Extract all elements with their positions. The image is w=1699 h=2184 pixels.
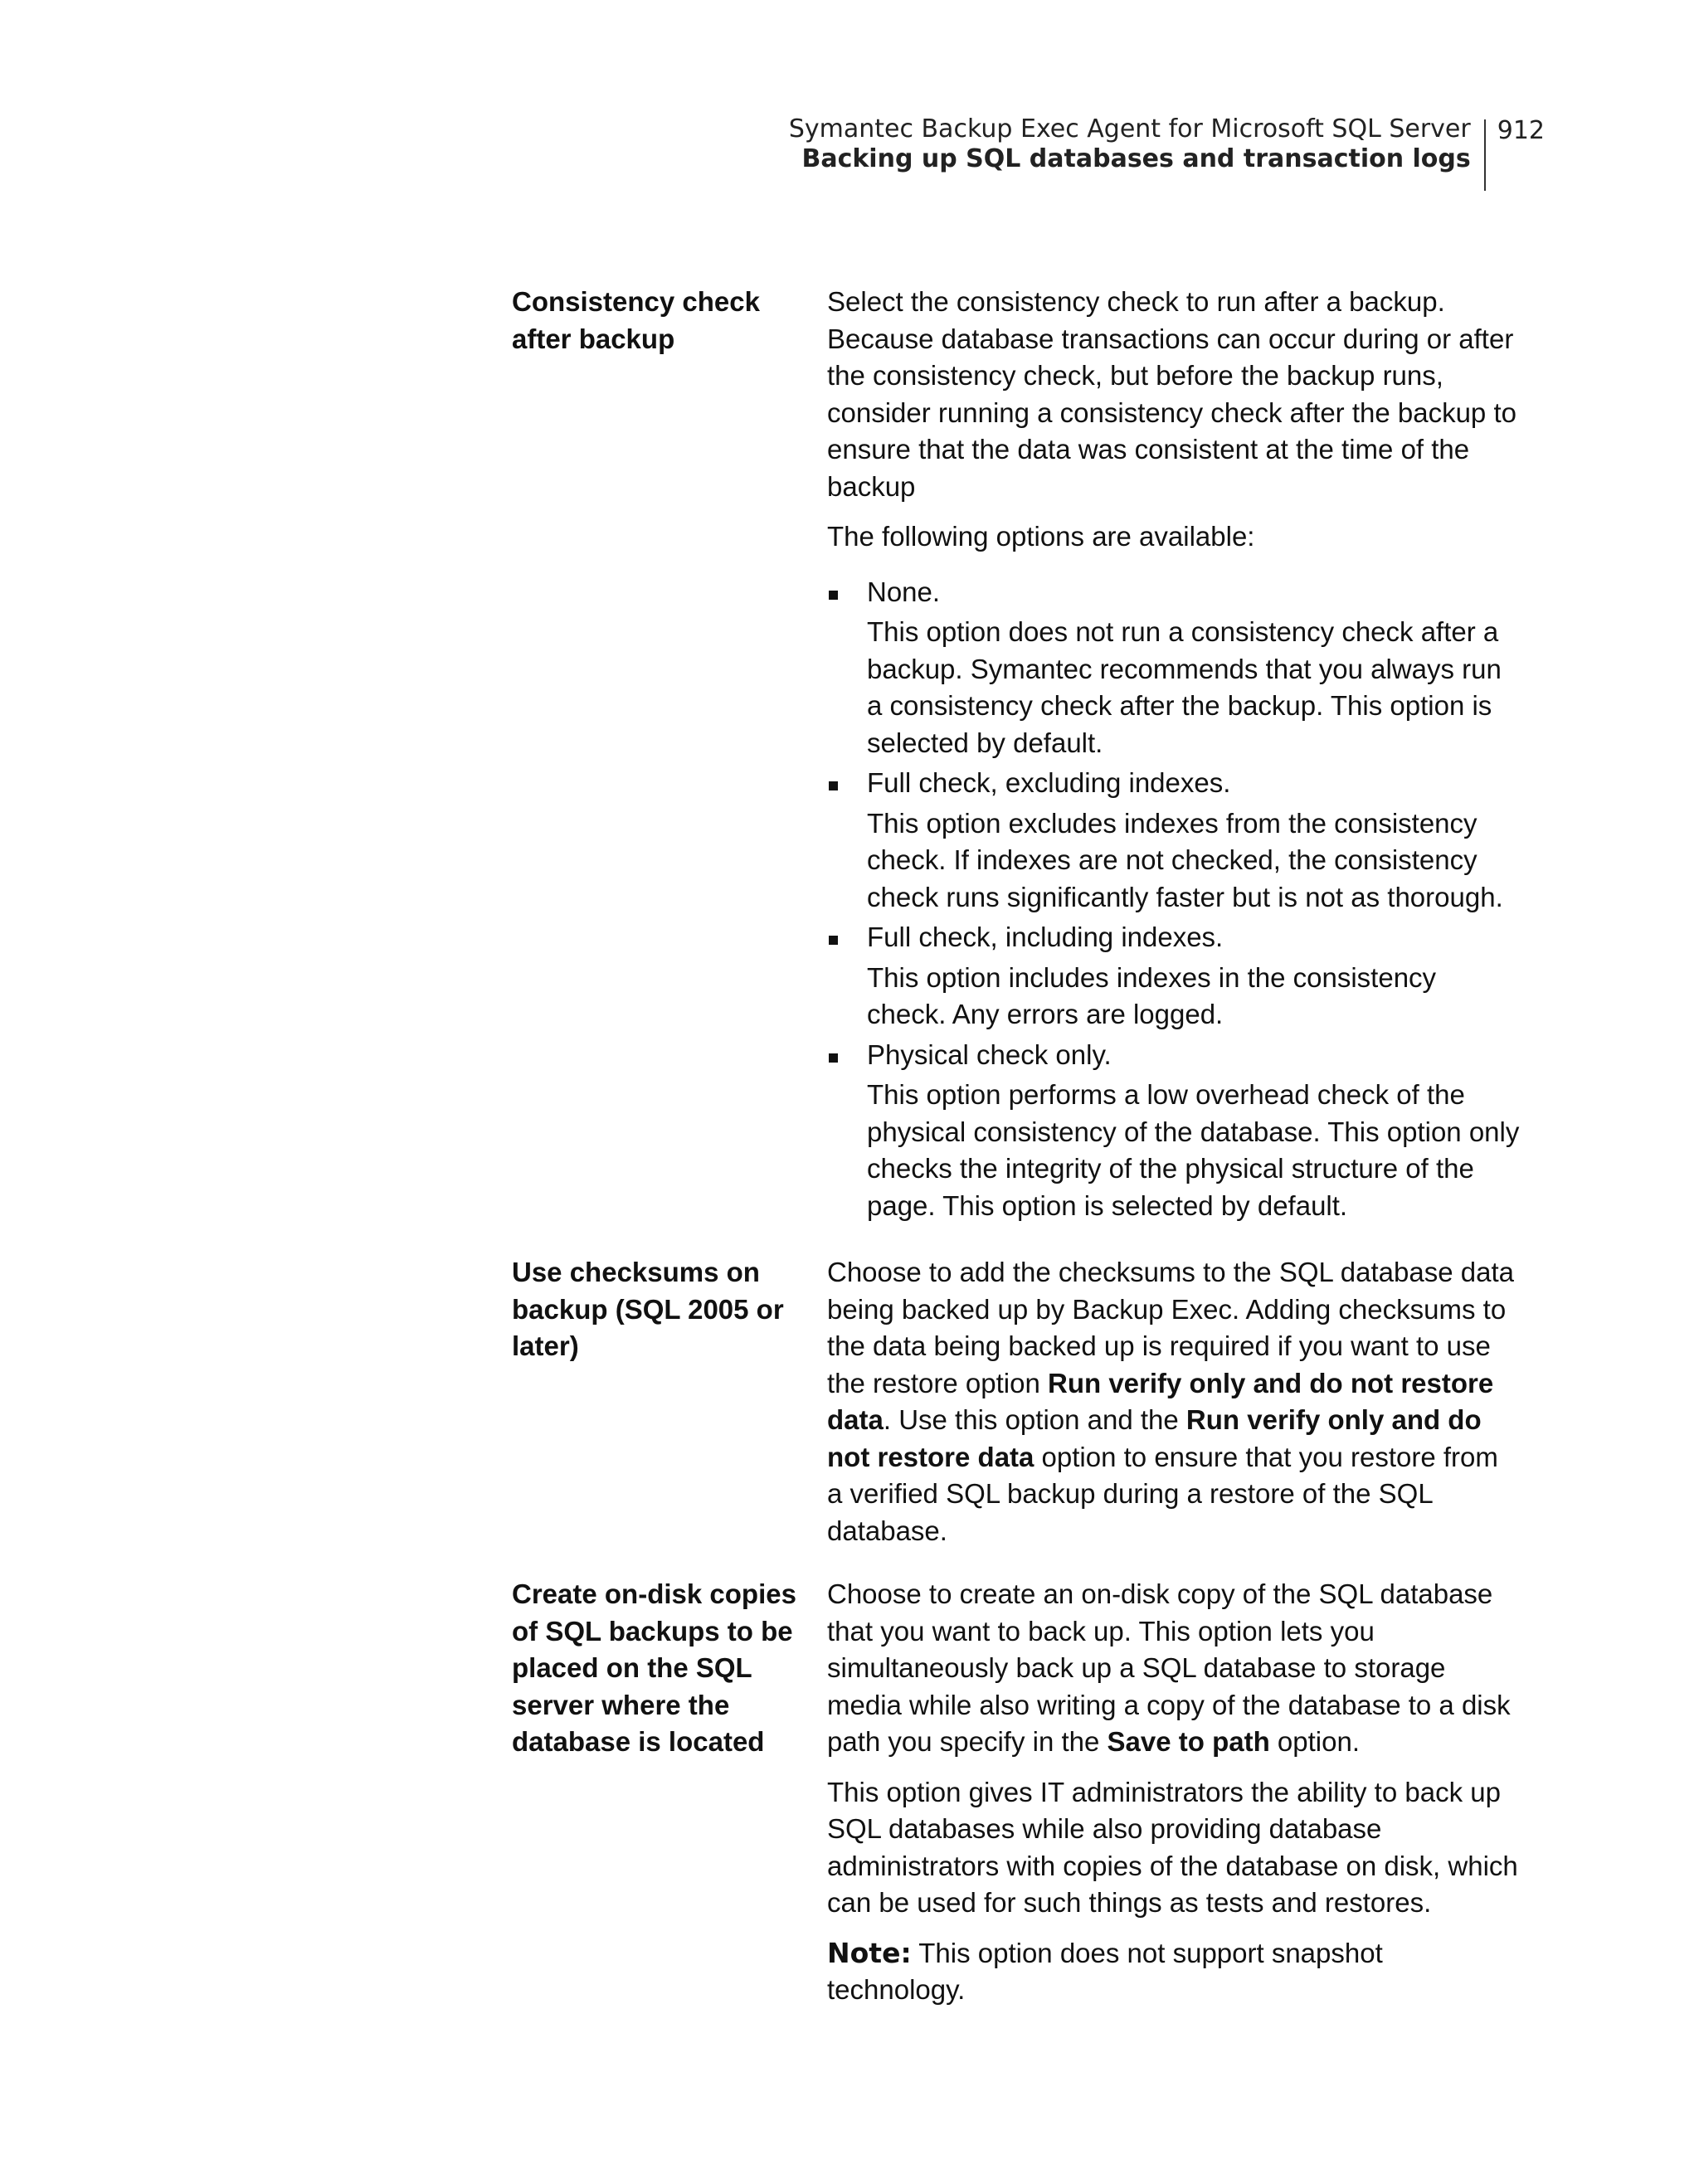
bullet-icon — [829, 781, 838, 790]
choice-text: This option does not run a consistency check after a backup. Symantec recommends that you always run a consistency check after the backup. This option is selected by default. — [867, 616, 1502, 758]
note — [827, 1935, 1520, 2009]
choice-list — [827, 574, 1520, 1225]
description-paragraph — [827, 1576, 1520, 1761]
option-label: Use checksums on backup (SQL 2005 or later) — [512, 1257, 784, 1361]
option-label: Consistency check after backup — [512, 286, 760, 354]
choice-title: Full check, excluding indexes. — [867, 767, 1231, 798]
choice-text: This option performs a low overhead check of the physical consistency of the database. This option only checks the integrity of the physical structure of the page. This option is selected by default. — [867, 1079, 1520, 1221]
text-run: option. — [1269, 1726, 1361, 1757]
text-run: Choose to create an on-disk copy of the SQL database that you want to back up. This option lets you simultaneously back up a SQL database to storage media while also writing a copy of the database to a disk path you specify in the — [827, 1578, 1511, 1757]
bullet-icon — [829, 936, 838, 945]
note-text: This option does not support snapshot technology. — [827, 1937, 1383, 2005]
running-header — [789, 114, 1545, 191]
page-number: 912 — [1497, 116, 1545, 145]
choice-text: This option excludes indexes from the consistency check. If indexes are not checked, the consistency check runs significantly faster but is not as thorough. — [867, 807, 1503, 912]
header-titles — [789, 114, 1484, 174]
note-label: Note: — [827, 1936, 912, 1969]
option-description — [827, 284, 1520, 1228]
choice-title: None. — [867, 576, 941, 607]
option-reference: Run verify only and do not restore data — [827, 1367, 1494, 1435]
option-description — [827, 1576, 1520, 2009]
list-item — [827, 574, 1520, 762]
option-row-consistency-check — [512, 284, 1520, 1228]
text-run: Choose to add the checksums to the SQL database data being backed up by Backup Exec. Adding checksums to the data being backed up is required if you want to use the restore option — [827, 1257, 1514, 1398]
option-reference: Run verify only and do not restore data — [827, 1404, 1482, 1472]
options-table — [512, 284, 1520, 2036]
list-item — [827, 919, 1520, 1034]
options-intro: The following options are available: — [827, 521, 1255, 552]
bullet-icon — [829, 1053, 838, 1063]
list-item — [827, 1037, 1520, 1225]
description-paragraph: This option gives IT administrators the ability to back up SQL databases while also providing database administrators with copies of the database on disk, which can be used for such things as tests and restores. — [827, 1776, 1518, 1918]
bullet-icon — [829, 591, 838, 600]
list-item — [827, 765, 1520, 916]
choice-text: This option includes indexes in the consistency check. Any errors are logged. — [867, 961, 1437, 1029]
option-description — [827, 1254, 1520, 1549]
option-row-on-disk-copies — [512, 1576, 1520, 2009]
option-row-checksums — [512, 1254, 1520, 1549]
description-paragraph: Select the consistency check to run after a backup. Because database transactions can occur during or after the consistency check, but before the backup runs, consider running a consistency check after the backup to ensure that the data was consistent at the time of the backup — [827, 286, 1516, 502]
text-run: option to ensure that you restore from a verified SQL backup during a restore of the SQL database. — [827, 1441, 1498, 1546]
option-reference: Save to path — [1107, 1726, 1270, 1757]
choice-title: Physical check only. — [867, 1038, 1112, 1070]
option-label: Create on-disk copies of SQL backups to be placed on the SQL server where the database is located — [512, 1578, 796, 1757]
text-run: . Use this option and the — [883, 1404, 1186, 1435]
description-paragraph — [827, 1254, 1520, 1549]
section-title: Backing up SQL databases and transaction logs — [801, 144, 1471, 173]
chapter-title: Symantec Backup Exec Agent for Microsoft SQL Server — [788, 114, 1471, 143]
choice-title: Full check, including indexes. — [867, 922, 1224, 952]
